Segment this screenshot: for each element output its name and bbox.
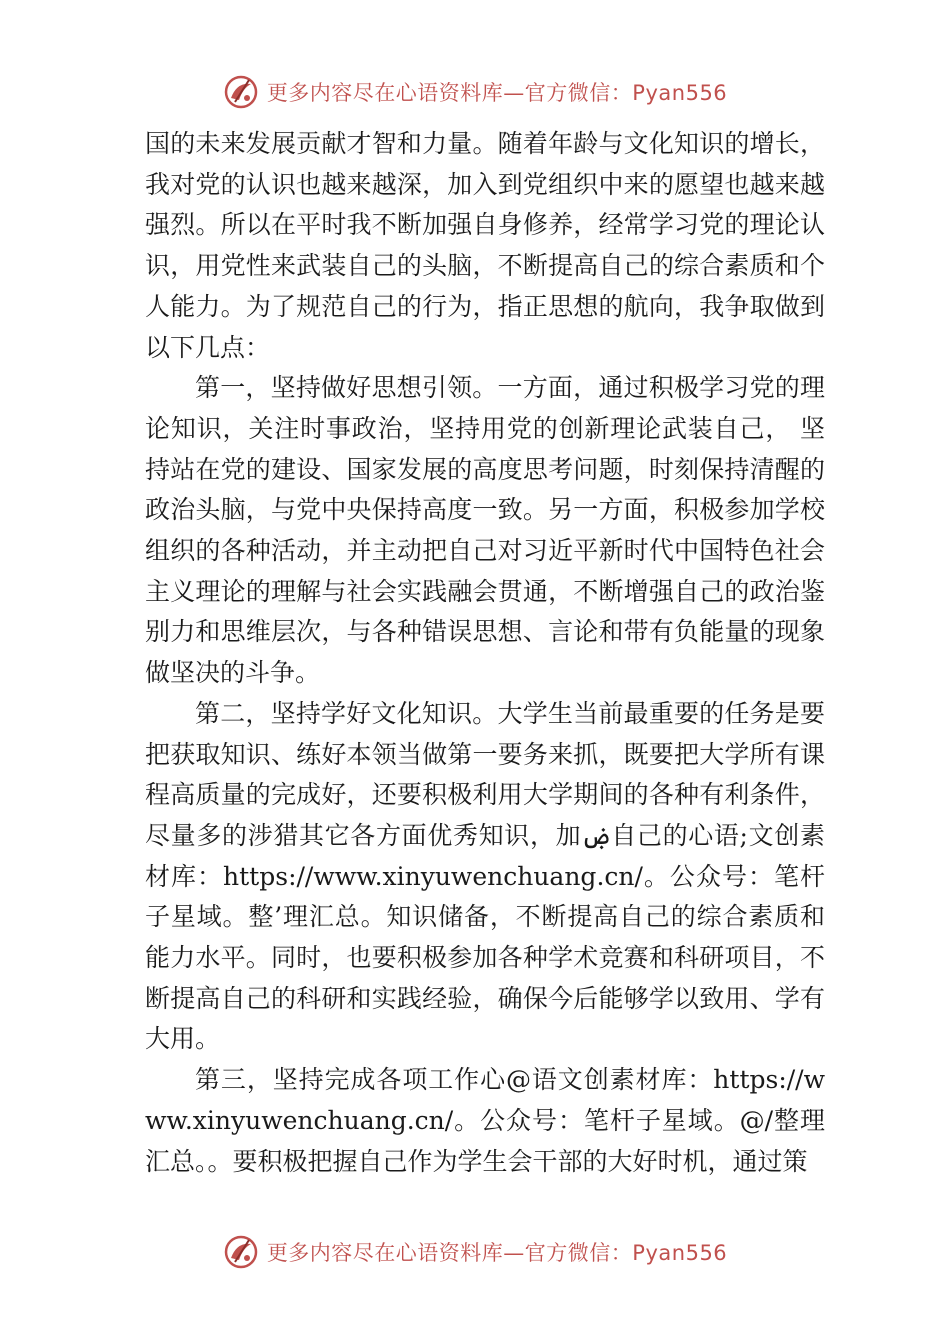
footer-banner-text: 更多内容尽在心语资料库—官方微信：Pyan556 xyxy=(266,1241,728,1265)
logo-icon xyxy=(223,74,259,110)
document-body xyxy=(145,124,825,1182)
paragraph-point-three: 第三，坚持完成各项工作心@语文创素材库：https://www.xinyuwenchuang.cn/。公众号：笔杆子星域。@/整理汇总。。要积极把握自己作为学生会干部的大好时机，通过策 xyxy=(145,1065,825,1176)
paragraph-point-two: 第二，坚持学好文化知识。大学生当前最重要的任务是要把获取知识、练好本领当做第一要务来抓，既要把大学所有课程高质量的完成好，还要积极利用大学期间的各种有利条件，尽量多的涉猎其它各方面优秀知识，加ۻ自己的心语;文创素材库：https://www.xinyuwenchuang.cn/。公众号：笔杆子星域。整’理汇总。知识储备，不断提高自己的综合素质和能力水平。同时，也要积极参加各种学术竞赛和科研项目，不断提高自己的科研和实践经验，确保今后能够学以致用、学有大用。 xyxy=(145,698,825,1054)
logo-icon xyxy=(223,1234,259,1270)
header-banner xyxy=(0,72,950,112)
header-banner-text: 更多内容尽在心语资料库—官方微信：Pyan556 xyxy=(266,81,728,105)
paragraph-intro: 国的未来发展贡献才智和力量。随着年龄与文化知识的增长，我对党的认识也越来越深，加入到党组织中来的愿望也越来越强烈。所以在平时我不断加强自身修养，经常学习党的理论认识，用党性来武装自己的头脑，不断提高自己的综合素质和个人能力。为了规范自己的行为，指正思想的航向，我争取做到以下几点： xyxy=(145,129,825,362)
paragraph-point-one: 第一，坚持做好思想引领。一方面，通过积极学习党的理论知识，关注时事政治，坚持用党的创新理论武装自己， 坚持站在党的建设、国家发展的高度思考问题，时刻保持清醒的政治头脑，与党中央保持高度一致。另一方面，积极参加学校组织的各种活动，并主动把自己对习近平新时代中国特色社会主义理论的理解与社会实践融会贯通，不断增强自己的政治鉴别力和思维层次，与各种错误思想、言论和带有负能量的现象做坚决的斗争。 xyxy=(145,373,825,688)
footer-banner xyxy=(0,1232,950,1272)
